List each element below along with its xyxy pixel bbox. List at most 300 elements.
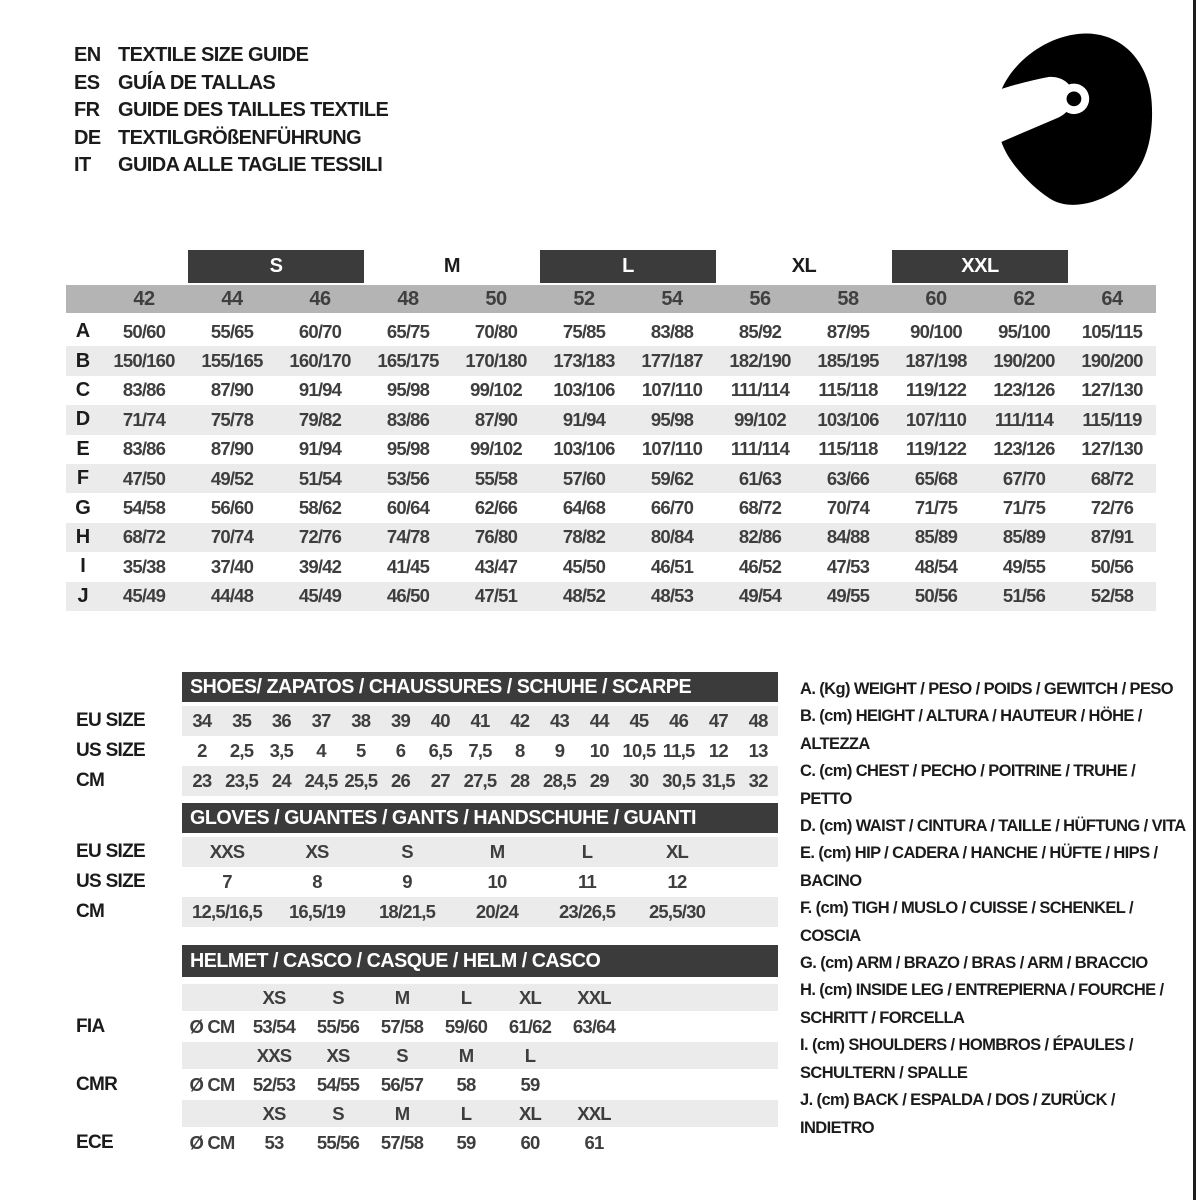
shoes-row-value: 30	[629, 770, 649, 791]
measurement-row-i	[66, 552, 1156, 581]
legend-item: I. (cm) SHOULDERS / HOMBROS / ÉPAULES / SCHULTERN / SPALLE	[800, 1036, 1133, 1082]
measurement-value: 75/78	[210, 408, 254, 430]
measurement-value: 87/90	[474, 408, 518, 430]
measurement-value: 79/82	[298, 408, 342, 430]
helmet-section	[66, 945, 778, 1158]
shoes-row-value: 46	[669, 710, 689, 731]
shoes-row-value: 27,5	[463, 770, 497, 791]
helmet-value: 59/60	[444, 1015, 488, 1037]
measurement-value: 45/50	[562, 555, 606, 577]
gloves-row-value: 12	[667, 871, 687, 892]
shoes-row-value: 24	[271, 770, 291, 791]
gloves-row-value: 18/21,5	[378, 901, 436, 922]
shoes-row-values	[182, 706, 778, 736]
shoes-row-value: 5	[356, 740, 366, 761]
measurement-value: 115/118	[818, 438, 878, 460]
measurement-value: 111/114	[730, 379, 790, 401]
size-column-header: 62	[1013, 287, 1035, 310]
legend-item: E. (cm) HIP / CADERA / HANCHE / HÜFTE / HIPS / BACINO	[800, 844, 1158, 890]
measurement-value: 66/70	[650, 497, 694, 519]
helmet-section-title: HELMET / CASCO / CASQUE / HELM / CASCO	[190, 949, 601, 972]
helmet-standard-label: CMR	[76, 1073, 118, 1095]
language-code: ES	[74, 71, 100, 94]
measurement-value: 51/54	[298, 467, 342, 489]
measurement-value: 177/187	[641, 350, 703, 372]
measurement-value: 67/70	[1002, 467, 1046, 489]
helmet-value: S	[332, 986, 344, 1008]
helmet-value: 57/58	[380, 1131, 424, 1153]
measurement-value: 87/91	[1090, 526, 1134, 548]
shoes-row-value: 3,5	[269, 740, 293, 761]
measurement-value: 71/75	[1002, 497, 1046, 519]
shoes-row-values	[182, 766, 778, 796]
shoes-row-value: 9	[554, 740, 565, 761]
measurement-value: 190/200	[1081, 350, 1143, 372]
measurement-value: 91/94	[562, 408, 606, 430]
measurement-row-a	[66, 317, 1156, 346]
helmet-standard-label	[66, 1042, 182, 1069]
main-size-table	[66, 250, 1156, 611]
legend-item: J. (cm) BACK / ESPALDA / DOS / ZURÜCK / INDIETRO	[800, 1091, 1115, 1137]
gloves-row-value: S	[401, 841, 413, 862]
measurement-row-label: C	[75, 378, 91, 401]
legend-item: H. (cm) INSIDE LEG / ENTREPIERNA / FOURCHE / SCHRITT / FORCELLA	[800, 981, 1164, 1027]
measurement-value: 95/98	[386, 438, 430, 460]
size-band-xxl: XXL	[892, 250, 1068, 283]
legend-item: A. (Kg) WEIGHT / PESO / POIDS / GEWITCH / PESO	[800, 680, 1174, 698]
measurement-value: 83/86	[122, 438, 166, 460]
shoes-row-label: EU SIZE	[76, 710, 146, 731]
shoes-row-value: 28,5	[543, 770, 576, 791]
measurement-value: 95/98	[386, 379, 430, 401]
gloves-row	[66, 837, 778, 867]
measurement-value: 107/110	[641, 438, 703, 460]
helmet-sizes-row	[66, 1100, 778, 1127]
shoes-row-value: 48	[748, 710, 768, 731]
gloves-row-value: L	[581, 841, 593, 862]
measurement-value: 99/102	[470, 438, 522, 460]
measurement-value: 52/58	[1090, 585, 1134, 607]
measurement-value: 99/102	[470, 379, 522, 401]
language-title: GUIDA ALLE TAGLIE TESSILI	[118, 154, 383, 177]
gloves-row-values	[182, 897, 778, 927]
language-row	[74, 42, 388, 70]
measurement-row-label: D	[75, 408, 91, 431]
measurement-value: 90/100	[910, 320, 962, 342]
measurement-value: 41/45	[386, 555, 430, 577]
helmet-value: 59	[520, 1073, 540, 1095]
measurement-value: 68/72	[122, 526, 166, 548]
helmet-sizes-row	[66, 984, 778, 1011]
helmet-value: XXL	[577, 1102, 611, 1124]
size-column-header: 54	[661, 287, 683, 310]
measurement-legend	[800, 676, 1190, 1142]
gloves-row-value: 25,5/30	[648, 901, 706, 922]
measurement-value: 46/52	[738, 555, 782, 577]
shoes-row-value: 11,5	[662, 740, 695, 761]
shoes-row-value: 6,5	[428, 740, 452, 761]
language-code: DE	[74, 126, 101, 149]
helmet-value: XL	[518, 1102, 542, 1124]
size-column-header: 58	[837, 287, 859, 310]
helmet-row-values	[182, 984, 778, 1011]
shoes-row-value: 37	[311, 710, 331, 731]
measurement-value: 60/64	[386, 497, 430, 519]
size-column-header: 44	[221, 287, 243, 310]
shoes-row-value: 8	[514, 740, 525, 761]
shoes-row-value: 47	[708, 710, 728, 731]
measurement-value: 127/130	[1081, 379, 1143, 401]
helmet-row-values	[182, 1069, 778, 1100]
helmet-value: 56/57	[380, 1073, 424, 1095]
measurement-value: 107/110	[641, 379, 703, 401]
measurement-value: 75/85	[562, 320, 606, 342]
size-column-header: 42	[133, 287, 155, 310]
legend-item: G. (cm) ARM / BRAZO / BRAS / ARM / BRACCIO	[800, 954, 1148, 973]
shoes-row-value: 34	[192, 710, 212, 731]
language-title: GUIDE DES TAILLES TEXTILE	[118, 99, 389, 122]
gloves-row-value: XS	[305, 841, 329, 862]
measurement-value: 74/78	[386, 526, 430, 548]
measurement-value: 95/98	[650, 408, 694, 430]
measurement-value: 87/95	[826, 320, 870, 342]
size-column-header: 46	[309, 287, 331, 310]
measurement-value: 95/100	[998, 320, 1050, 342]
measurement-value: 72/76	[298, 526, 342, 548]
measurement-row-label: E	[76, 437, 90, 460]
helmet-value: 60	[520, 1131, 540, 1153]
measurement-value: 51/56	[1002, 585, 1046, 607]
shoes-row-value: 43	[549, 710, 569, 731]
shoes-row-value: 40	[430, 710, 450, 731]
size-column-header: 60	[925, 287, 947, 310]
measurement-value: 55/65	[210, 320, 254, 342]
shoes-row	[66, 766, 778, 796]
measurement-value: 48/53	[650, 585, 694, 607]
measurement-value: 70/80	[474, 320, 518, 342]
measurement-row-label: H	[75, 525, 91, 548]
helmet-value: 53	[264, 1131, 284, 1153]
measurement-value: 71/74	[122, 408, 166, 430]
helmet-value: 58	[456, 1073, 476, 1095]
measurement-value: 65/75	[386, 320, 430, 342]
measurement-value: 43/47	[474, 555, 518, 577]
measurement-value: 62/66	[474, 497, 518, 519]
size-column-header: 52	[573, 287, 595, 310]
language-code: IT	[74, 154, 91, 177]
helmet-sizes-row	[66, 1042, 778, 1069]
gloves-section-title: GLOVES / GUANTES / GANTS / HANDSCHUHE / GUANTI	[190, 806, 697, 829]
helmet-value: M	[458, 1044, 474, 1066]
gloves-row-value: 23/26,5	[558, 901, 616, 922]
measurement-value: 115/118	[818, 379, 878, 401]
measurement-value: 49/55	[826, 585, 870, 607]
measurement-value: 103/106	[553, 438, 615, 460]
helmet-unit-cell: Ø CM	[189, 1131, 235, 1153]
shoes-row-value: 32	[748, 770, 768, 791]
language-title-list	[74, 42, 388, 180]
helmet-value: L	[460, 1102, 472, 1124]
shoes-row-value: 25,5	[344, 770, 378, 791]
measurement-value: 50/56	[1090, 555, 1134, 577]
shoes-row-value: 29	[589, 770, 609, 791]
size-band-l: L	[540, 250, 716, 283]
gloves-row-values	[182, 867, 778, 897]
gloves-row-value: 12,5/16,5	[192, 901, 262, 922]
measurement-value: 85/92	[738, 320, 782, 342]
language-row	[74, 70, 388, 98]
language-code: EN	[74, 44, 101, 66]
measurement-value: 83/88	[650, 320, 694, 342]
shoes-row-value: 26	[391, 770, 411, 791]
measurement-value: 45/49	[298, 585, 342, 607]
helmet-value: XS	[262, 986, 286, 1008]
helmet-value: M	[394, 986, 410, 1008]
shoes-row-value: 35	[232, 710, 252, 731]
measurement-row-j	[66, 582, 1156, 611]
gloves-row-value: 10	[487, 871, 507, 892]
size-column-header: 64	[1101, 287, 1123, 310]
helmet-unit-cell: Ø CM	[189, 1073, 235, 1095]
shoes-row-value: 24,5	[304, 770, 338, 791]
shoes-row-value: 45	[629, 710, 649, 731]
gloves-row-label: CM	[76, 901, 105, 922]
helmet-value: XXS	[256, 1044, 292, 1066]
measurement-value: 103/106	[817, 408, 879, 430]
measurement-value: 82/86	[738, 526, 782, 548]
size-band-row	[66, 250, 1156, 283]
measurement-value: 37/40	[210, 555, 254, 577]
measurement-value: 47/53	[826, 555, 870, 577]
measurement-value: 111/114	[730, 438, 790, 460]
measurement-value: 76/80	[474, 526, 518, 548]
shoes-row-value: 4	[316, 740, 326, 761]
measurement-value: 78/82	[562, 526, 606, 548]
helmet-value: 53/54	[252, 1015, 296, 1037]
helmet-value: XL	[518, 986, 542, 1008]
numeric-size-header-row	[66, 285, 1156, 313]
helmet-value: XS	[326, 1044, 350, 1066]
measurement-value: 49/55	[1002, 555, 1046, 577]
shoes-row-value: 38	[351, 710, 371, 731]
gloves-section	[66, 803, 778, 927]
shoes-row-value: 10	[589, 740, 609, 761]
measurement-value: 84/88	[826, 526, 870, 548]
measurement-row-label: G	[75, 496, 91, 519]
helmet-value: 63/64	[572, 1015, 616, 1037]
helmet-standard-label: ECE	[76, 1131, 113, 1153]
shoes-row-value: 30,5	[662, 770, 696, 791]
measurement-value: 59/62	[650, 467, 694, 489]
language-row	[74, 125, 388, 153]
measurement-value: 155/165	[201, 350, 263, 372]
legend-item: B. (cm) HEIGHT / ALTURA / HAUTEUR / HÖHE / ALTEZZA	[800, 707, 1142, 753]
measurement-row-c	[66, 376, 1156, 405]
gloves-row-value: XXS	[209, 841, 245, 862]
measurement-value: 49/52	[210, 467, 254, 489]
language-title: TEXTILE SIZE GUIDE	[118, 44, 309, 66]
measurement-value: 63/66	[826, 467, 870, 489]
legend-item: D. (cm) WAIST / CINTURA / TAILLE / HÜFTUNG / VITA	[800, 817, 1186, 836]
measurement-value: 71/75	[914, 497, 958, 519]
helmet-value: L	[460, 986, 472, 1008]
page-right-border	[1193, 0, 1196, 1200]
measurement-row-d	[66, 405, 1156, 434]
shoes-row-value: 12	[708, 740, 728, 761]
gloves-row-value: 7	[222, 871, 232, 892]
measurement-value: 85/89	[1002, 526, 1046, 548]
shoes-row-values	[182, 736, 778, 766]
measurement-value: 61/63	[738, 467, 782, 489]
measurement-value: 46/50	[386, 585, 430, 607]
shoes-row-value: 10,5	[622, 740, 656, 761]
header-spacer	[66, 285, 100, 313]
helmet-cmr-row	[66, 1069, 778, 1100]
measurement-value: 187/198	[905, 350, 967, 372]
measurement-value: 50/56	[914, 585, 958, 607]
helmet-standard-label	[66, 1100, 182, 1127]
shoes-row-value: 2	[197, 740, 207, 761]
measurement-value: 85/89	[914, 526, 958, 548]
helmet-value: M	[394, 1102, 410, 1124]
shoes-section-header	[182, 672, 778, 702]
measurement-value: 58/62	[298, 497, 342, 519]
measurement-value: 111/114	[994, 408, 1054, 430]
measurement-value: 83/86	[122, 379, 166, 401]
measurement-value: 60/70	[298, 320, 342, 342]
measurement-row-label: I	[80, 555, 86, 578]
measurement-value: 47/51	[474, 585, 518, 607]
gloves-section-header	[182, 803, 778, 833]
gloves-row-values	[182, 837, 778, 867]
shoes-row-value: 6	[395, 740, 406, 761]
helmet-value	[562, 1042, 626, 1069]
helmet-value: XXL	[577, 986, 611, 1008]
gloves-row-value: 16,5/19	[288, 901, 346, 922]
measurement-value: 190/200	[993, 350, 1055, 372]
helmet-standard-label	[66, 984, 182, 1011]
measurement-value: 160/170	[289, 350, 351, 372]
measurement-value: 55/58	[474, 467, 518, 489]
language-title: GUÍA DE TALLAS	[118, 71, 276, 94]
helmet-value: 55/56	[316, 1131, 360, 1153]
language-title: TEXTILGRÖßENFÜHRUNG	[118, 126, 362, 149]
measurement-value: 56/60	[210, 497, 254, 519]
measurement-value: 44/48	[210, 585, 254, 607]
shoes-row-value: 31,5	[701, 770, 735, 791]
helmet-ece-row	[66, 1127, 778, 1158]
measurement-value: 119/122	[905, 379, 967, 401]
shoes-row-value: 2,5	[229, 740, 254, 761]
shoes-row-label: US SIZE	[76, 740, 146, 761]
shoes-row-value: 27	[430, 770, 450, 791]
measurement-value: 46/51	[650, 555, 694, 577]
measurement-row-label: B	[75, 349, 91, 372]
measurement-value: 123/126	[993, 379, 1055, 401]
language-row	[74, 97, 388, 125]
measurement-value: 48/54	[914, 555, 958, 577]
helmet-unit-cell	[182, 1042, 242, 1069]
helmet-value: L	[524, 1044, 536, 1066]
shoes-row	[66, 736, 778, 766]
measurement-value: 123/126	[993, 438, 1055, 460]
measurement-value: 105/115	[1081, 320, 1143, 342]
measurement-value: 68/72	[1090, 467, 1134, 489]
racing-helmet-icon	[985, 28, 1155, 210]
measurement-value: 39/42	[298, 555, 342, 577]
measurement-value: 91/94	[298, 438, 342, 460]
measurement-value: 119/122	[905, 438, 967, 460]
helmet-value: 59	[456, 1131, 476, 1153]
measurement-value: 80/84	[650, 526, 694, 548]
shoes-row-value: 42	[510, 710, 530, 731]
measurement-value: 170/180	[465, 350, 527, 372]
measurement-value: 49/54	[738, 585, 782, 607]
size-band-xl: XL	[791, 255, 817, 277]
measurement-value: 150/160	[113, 350, 175, 372]
measurement-value: 127/130	[1081, 438, 1143, 460]
measurement-value: 99/102	[734, 408, 786, 430]
measurement-value: 87/90	[210, 438, 254, 460]
helmet-row-values	[182, 1011, 778, 1042]
gloves-row-value: 20/24	[475, 901, 519, 922]
shoes-row-value: 28	[510, 770, 530, 791]
gloves-row-value: M	[489, 841, 505, 862]
measurement-row-h	[66, 523, 1156, 552]
measurement-value: 103/106	[553, 379, 615, 401]
gloves-row	[66, 897, 778, 927]
measurement-value: 107/110	[905, 408, 967, 430]
measurement-row-label: J	[77, 584, 89, 607]
size-column-header: 56	[749, 287, 771, 310]
measurement-value: 115/119	[1082, 408, 1142, 430]
language-code: FR	[74, 99, 100, 122]
gloves-row-value: 9	[402, 871, 412, 892]
size-column-header: 50	[485, 287, 507, 310]
helmet-standard-label: FIA	[76, 1015, 105, 1037]
helmet-row-values	[182, 1100, 778, 1127]
shoes-section-title: SHOES/ ZAPATOS / CHAUSSURES / SCHUHE / SCARPE	[190, 675, 692, 698]
measurement-value: 65/68	[914, 467, 958, 489]
shoes-row-value: 23	[192, 770, 212, 791]
shoes-section	[66, 672, 778, 796]
helmet-fia-row	[66, 1011, 778, 1042]
measurement-value: 35/38	[122, 555, 166, 577]
measurement-row-e	[66, 435, 1156, 464]
helmet-row-values	[182, 1042, 778, 1069]
gloves-row-value: 11	[578, 871, 596, 892]
shoes-rows	[66, 706, 778, 796]
measurement-value: 173/183	[553, 350, 615, 372]
shoes-row-value: 13	[748, 740, 768, 761]
measurement-row-label: F	[76, 467, 90, 490]
helmet-value: 54/55	[316, 1073, 360, 1095]
measurement-value: 68/72	[738, 497, 782, 519]
helmet-value: XS	[262, 1102, 286, 1124]
measurement-value: 87/90	[210, 379, 254, 401]
shoes-row-value: 44	[589, 710, 609, 731]
shoes-row-value: 39	[391, 710, 411, 731]
legend-item: F. (cm) TIGH / MUSLO / CUISSE / SCHENKEL / COSCIA	[800, 899, 1133, 945]
shoes-row-value: 36	[271, 710, 291, 731]
shoes-row	[66, 706, 778, 736]
gloves-row	[66, 867, 778, 897]
measurement-value: 53/56	[386, 467, 430, 489]
size-band-s: S	[188, 250, 364, 283]
measurement-row-f	[66, 464, 1156, 493]
measurement-value: 185/195	[817, 350, 879, 372]
helmet-value: S	[396, 1044, 408, 1066]
